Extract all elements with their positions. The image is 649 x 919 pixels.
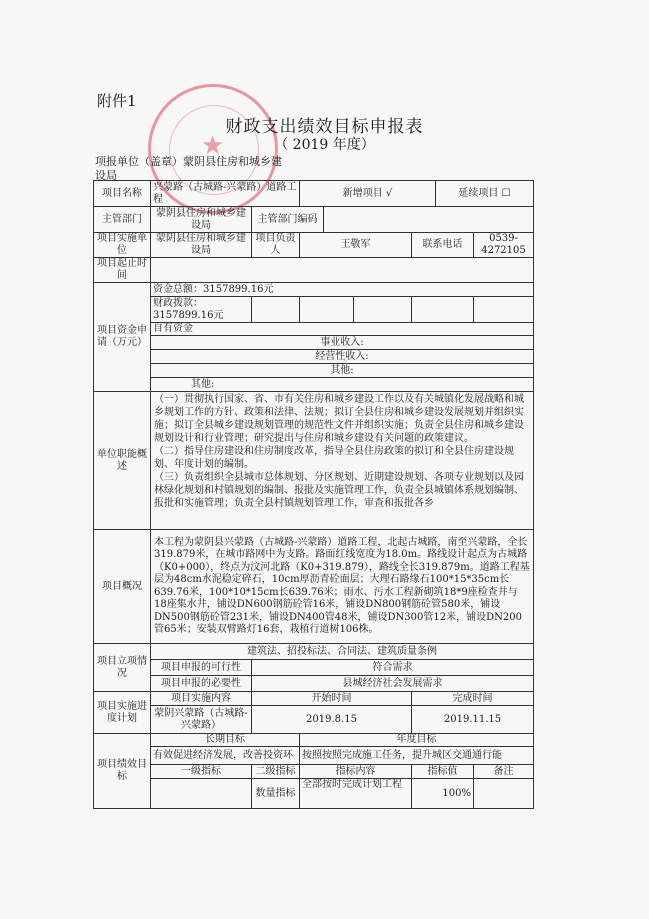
quantity-value: 100%: [412, 779, 474, 809]
phone-label: 联系电话: [412, 233, 474, 258]
dept-code-value: [324, 207, 534, 233]
lvl2-label: 二级指标: [252, 765, 300, 779]
fund-other-1: 其他:: [151, 364, 534, 378]
basis-value: 建筑法、招投标法、合同法、建筑质量条例: [151, 644, 534, 660]
plan-content-label: 项目实施内容: [151, 692, 252, 706]
long-goal-label: 长期目标: [151, 734, 300, 747]
leader-value: 王敬军: [300, 233, 412, 258]
new-project-option[interactable]: 新增项目 √: [300, 181, 436, 207]
plan-start: 2019.8.15: [252, 706, 412, 734]
page-subtitle: （ 2019 年度）: [274, 137, 375, 153]
dept-label: 主管部门: [94, 207, 151, 233]
lvl1-label: 一级指标: [151, 765, 252, 779]
basis-label: 项目立项情况: [94, 644, 151, 692]
fund-self: 自有资金: [151, 323, 534, 336]
year-goal-label: 年度目标: [300, 734, 534, 747]
overview-label: 项目概况: [94, 530, 151, 644]
impl-unit-label: 项目实施单位: [94, 233, 151, 258]
phone-value: 0539-4272105: [474, 233, 534, 258]
plan-end-label: 完成时间: [412, 692, 534, 706]
period-value: [151, 258, 534, 283]
feasibility-label: 项目申报的可行性: [151, 660, 252, 676]
goal-label: 项目绩效目标: [94, 734, 151, 809]
plan-label: 项目实施进度计划: [94, 692, 151, 734]
project-name-label: 项目名称: [94, 181, 151, 207]
dept-code-label: 主管部门编码: [252, 207, 324, 233]
indicator-label: 指标内容: [300, 765, 412, 779]
quantity-content: 全部按时完成计划工程: [300, 779, 412, 809]
duty-label: 单位职能概述: [94, 392, 151, 530]
indicator-value-label: 指标值: [412, 765, 474, 779]
overview-text: 本工程为蒙阴县兴蒙路（古城路-兴蒙路）道路工程，北起古城路，南至兴蒙路，全长319.879米，在城市路网中为支路。路面红线宽度为18.0m。路线设计起点为古城路（K0+000），终点为汶河北路（K0+319.879），路线全长319.879m。道路工程基层为48cm水泥稳定碎石，10cm厚沥青砼面层；大理石路缘石100*15*35cm长639.76米，100*10*15cm长639.76米；雨水、污水工程新砌筑18*9座检查井与18座集水井，铺设DN600钢筋砼管16米，铺设DN800钢筋砼管580米，铺设DN500钢筋砼管231米，铺设DN400管48米，铺设DN300管12米，铺设DN200管65米；安装双臂路灯16套，栽植行道树106株。: [151, 530, 534, 644]
fund-label: 项目资金申请（万元）: [94, 283, 151, 392]
fund-business: 事业收入:: [151, 336, 534, 350]
page-title: 财政支出绩效目标申报表: [225, 117, 424, 137]
necessity-label: 项目申报的必要性: [151, 676, 252, 692]
project-name-value: 兴蒙路（古城路-兴蒙路）道路工程: [151, 181, 300, 207]
long-goal-value: 有效促进经济发展，改善投资环: [151, 747, 300, 765]
necessity-value: 县城经济社会发展需求: [252, 676, 534, 692]
plan-end: 2019.11.15: [412, 706, 534, 734]
plan-content: 蒙阴兴蒙路（古城路-兴蒙路）: [151, 706, 252, 734]
fund-operating: 经营性收入:: [151, 350, 534, 364]
reporting-unit: 项报单位（盖章）蒙阴县住房和城乡建设局: [95, 155, 282, 182]
quantity-label: 数量指标: [252, 779, 300, 809]
fund-other-2: 其他:: [151, 378, 534, 392]
feasibility-value: 符合需求: [252, 660, 534, 676]
period-label: 项目起止时间: [94, 258, 151, 283]
plan-start-label: 开始时间: [252, 692, 412, 706]
remark-label: 备注: [474, 765, 534, 779]
seal-star-icon: ★: [201, 131, 225, 161]
fund-fiscal: 财政拨款：3157899.16元: [151, 297, 252, 323]
duty-paragraph-3: （三）负责组织全县城市总体规划、分区规划、近期建设规划、各项专业规划以及园林绿化规划和村镇规划的编制、报批及实施管理工作，负责全县城镇体系规划编制、报批和实施管理；负责全县村镇规划管理工作，审查和报批各乡: [154, 472, 524, 509]
performance-goal-table: [93, 180, 534, 809]
leader-label: 项目负责人: [252, 233, 300, 258]
impl-unit-value: 蒙阴县住房和城乡建设局: [151, 233, 252, 258]
year-goal-value: 按照按照完成施工任务，提升城区交通通行能: [300, 747, 534, 765]
duty-paragraph-1: （一）贯彻执行国家、省、市有关住房和城乡建设工作以及有关城镇化发展战略和城乡规划工作的方针、政策和法律、法规；拟订全县住房和城乡建设发展规划并组织实施；拟订全县城乡建设规划管理的规范性文件并组织实施；负责全县住房和城乡建设规划设计和行业管理；研究提出与住房和城乡建设有关问题的政策建议。: [154, 394, 524, 444]
duty-paragraph-2: （二）指导住房建设和住房制度改革，指导全县住房政策的拟订和全县住房建设规划、年度计划的编制。: [154, 446, 514, 470]
attachment-label: 附件1: [97, 92, 137, 110]
continue-project-option[interactable]: 延续项目 ☐: [436, 181, 534, 207]
fund-total: 资金总额：3157899.16元: [151, 283, 534, 297]
dept-value: 蒙阴县住房和城乡建设局: [151, 207, 252, 233]
